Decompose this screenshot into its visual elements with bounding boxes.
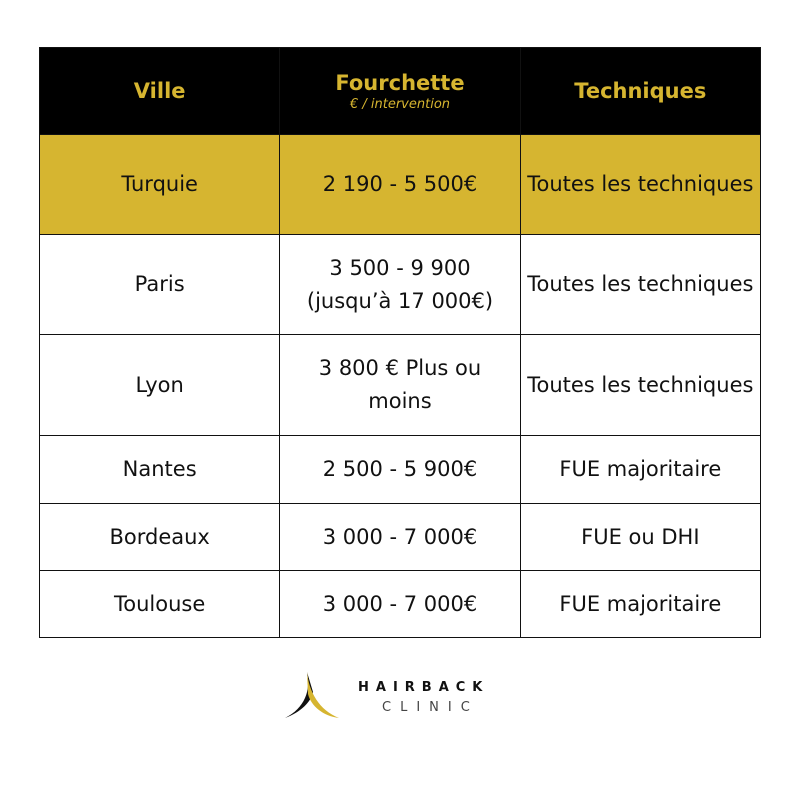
header-fourchette-sub: € / intervention xyxy=(349,97,451,112)
cell-techniques: FUE majoritaire xyxy=(520,571,760,638)
cell-ville: Paris xyxy=(40,235,280,335)
cell-techniques: Toutes les techniques xyxy=(520,235,760,335)
table-row xyxy=(40,235,761,335)
table-row xyxy=(40,335,761,436)
cell-fourchette: 3 500 - 9 900 (jusqu’à 17 000€) xyxy=(280,235,520,335)
logo-text-clinic: CLINIC xyxy=(382,700,479,715)
cell-ville: Toulouse xyxy=(40,571,280,638)
table-row xyxy=(40,436,761,504)
cell-fourchette: 2 500 - 5 900€ xyxy=(280,436,520,504)
table-row xyxy=(40,504,761,571)
table-row xyxy=(40,571,761,638)
logo-swoosh-icon xyxy=(283,670,343,720)
cell-ville: Turquie xyxy=(40,135,280,235)
cell-techniques: FUE ou DHI xyxy=(520,504,760,571)
cell-techniques: Toutes les techniques xyxy=(520,135,760,235)
cell-techniques: FUE majoritaire xyxy=(520,436,760,504)
cell-ville: Lyon xyxy=(40,335,280,436)
cell-techniques: Toutes les techniques xyxy=(520,335,760,436)
cell-fourchette: 3 800 € Plus ou moins xyxy=(280,335,520,436)
cell-fourchette: 3 000 - 7 000€ xyxy=(280,571,520,638)
cell-fourchette: 3 000 - 7 000€ xyxy=(280,504,520,571)
cell-fourchette: 2 190 - 5 500€ xyxy=(280,135,520,235)
header-techniques: Techniques xyxy=(520,48,760,135)
header-row xyxy=(40,48,761,135)
hairback-clinic-logo xyxy=(283,670,523,720)
header-ville: Ville xyxy=(40,48,280,135)
table-row xyxy=(40,135,761,235)
header-fourchette: Fourchette € / intervention xyxy=(280,48,520,135)
price-table xyxy=(39,47,761,638)
cell-ville: Bordeaux xyxy=(40,504,280,571)
logo-text-hairback: HAIRBACK xyxy=(358,680,490,695)
cell-ville: Nantes xyxy=(40,436,280,504)
